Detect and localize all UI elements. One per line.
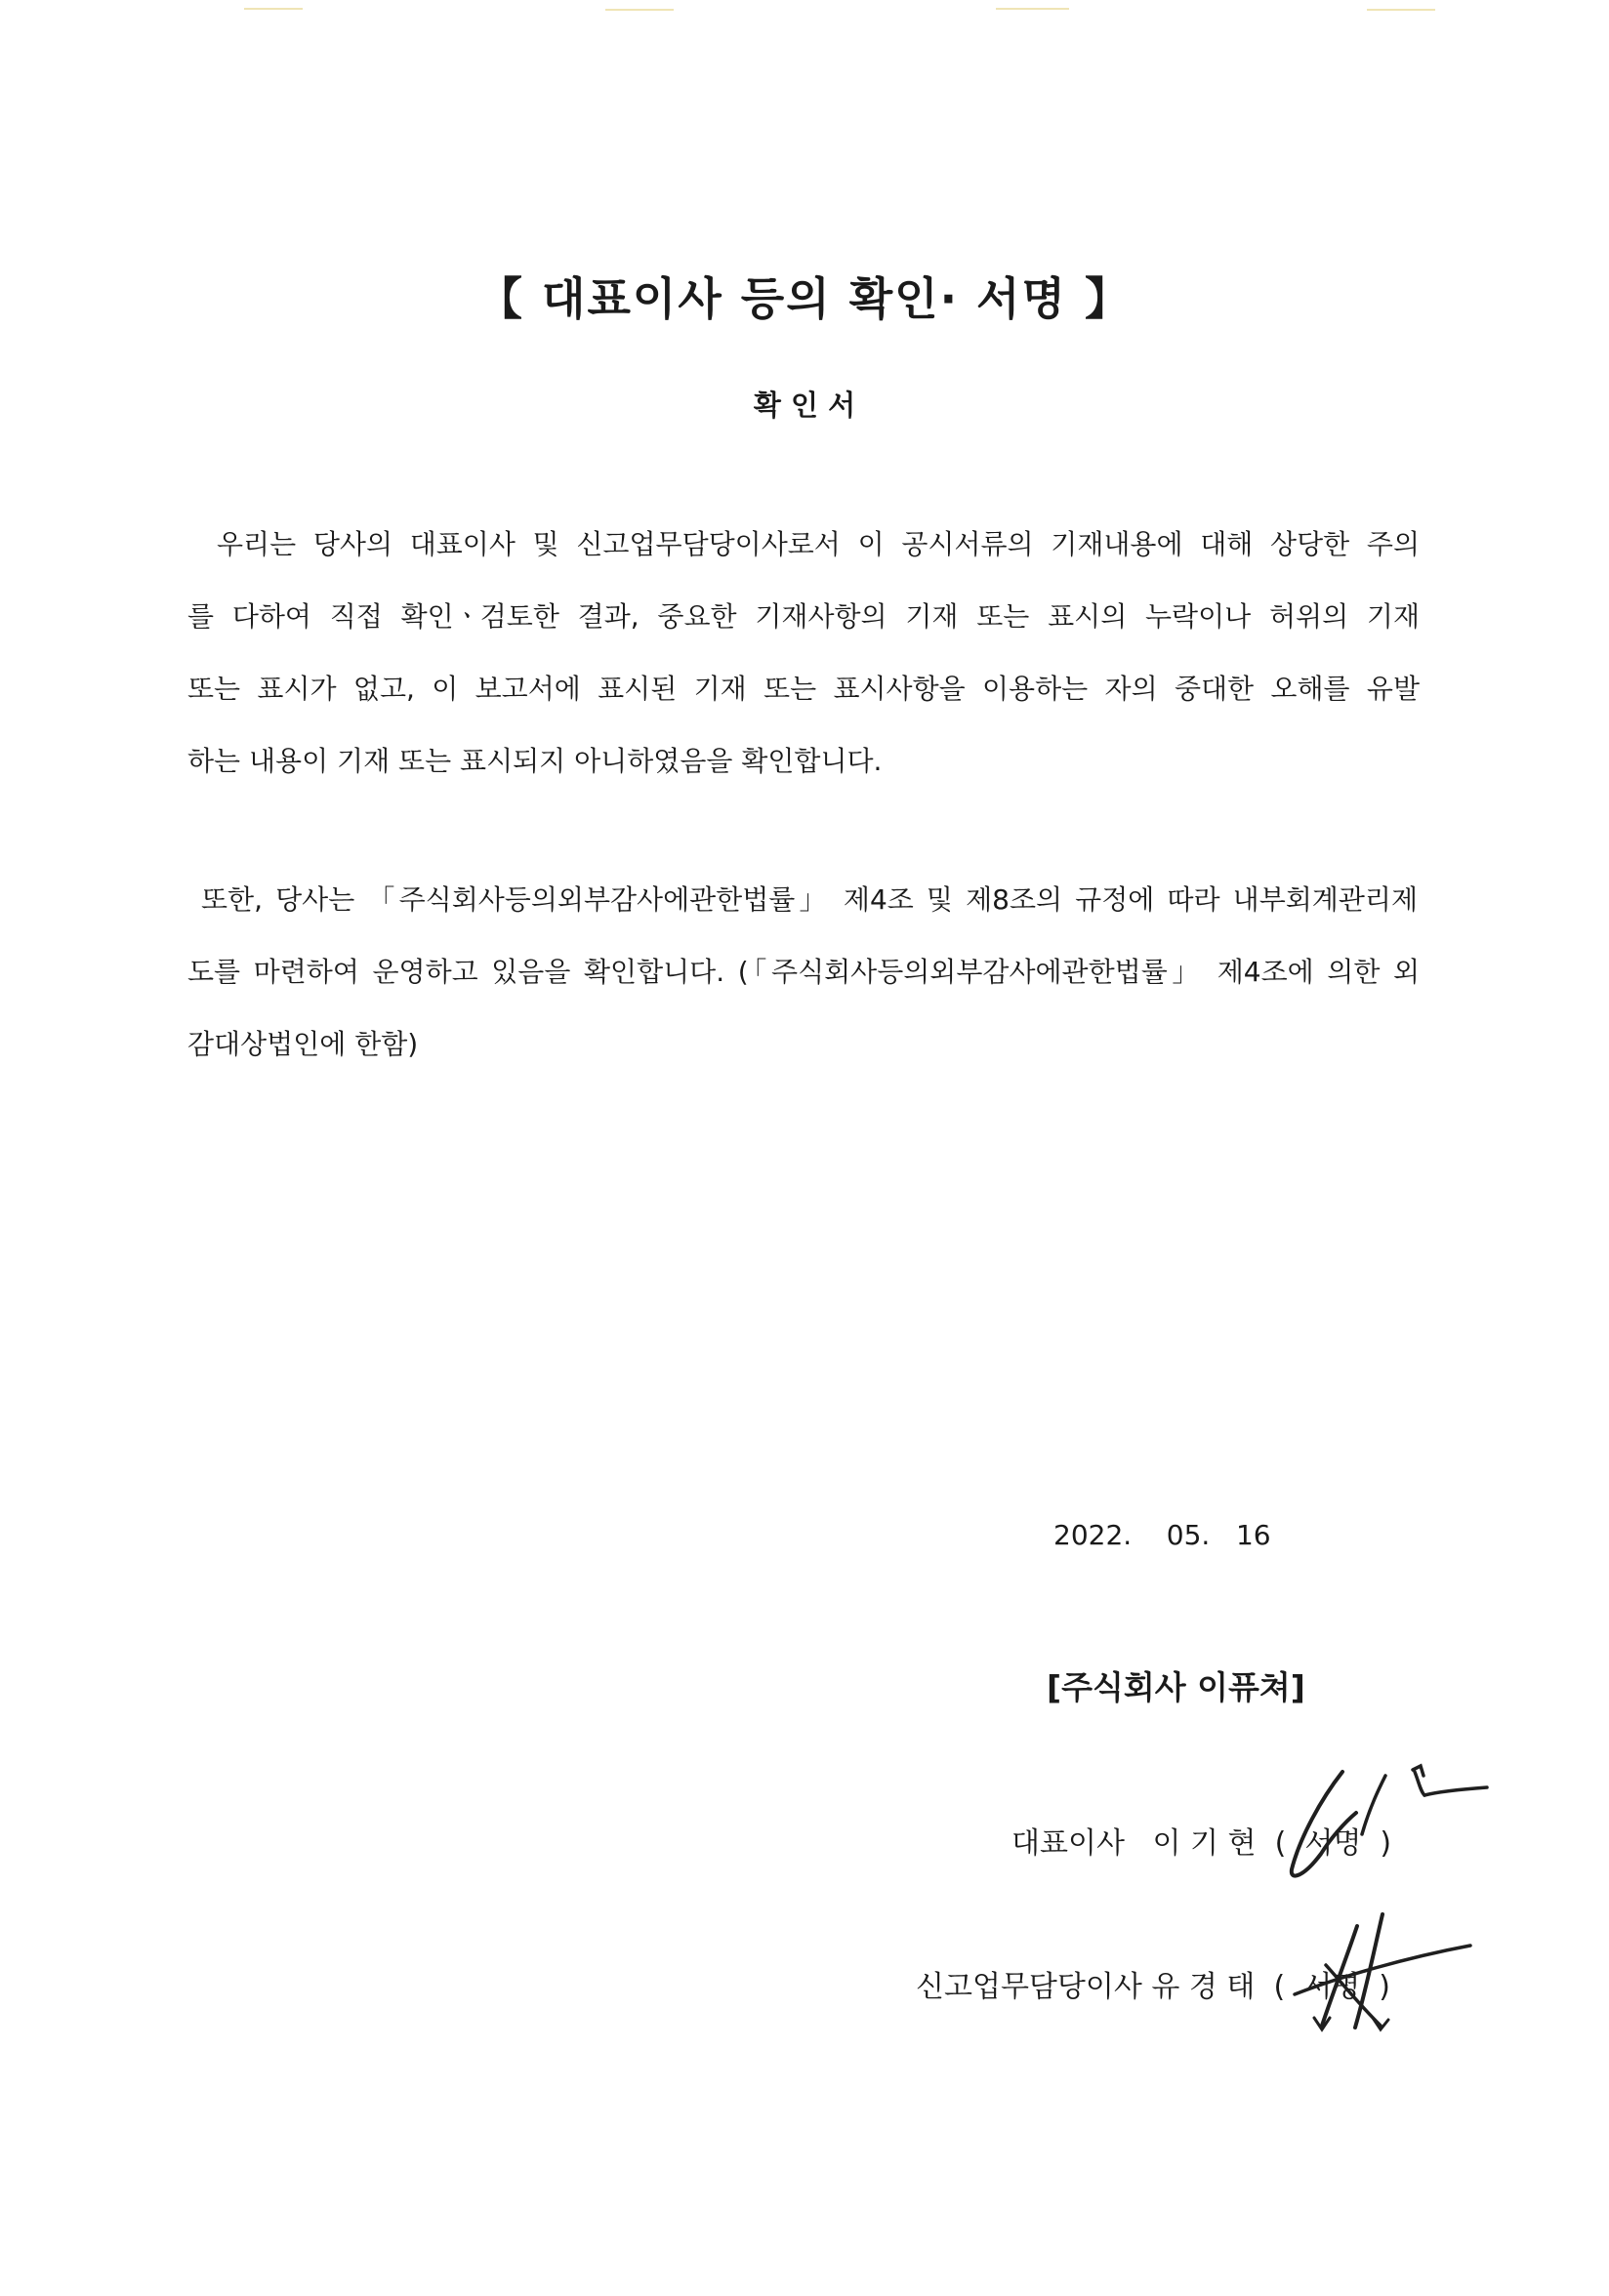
disclosure-officer-signature-line: 신고업무담당이사 유 경 태 ( 서명 ) xyxy=(916,1970,1390,2004)
paragraph-line: 를 다하여 직접 확인ㆍ검토한 결과, 중요한 기재사항의 기재 또는 표시의 누락이나 허위의 기재 xyxy=(187,600,1420,633)
document-title: 【 대표이사 등의 확인· 서명 】 xyxy=(477,272,1132,325)
ceo-signature-mark xyxy=(1274,1752,1494,1889)
paragraph-line: 우리는 당사의 대표이사 및 신고업무담당이사로서 이 공시서류의 기재내용에 대해 상당한 주의 xyxy=(217,528,1420,560)
paragraph-line: 도를 마련하여 운영하고 있음을 확인합니다. (「주식회사등의외부감사에관한법률」 제4조에 의한 외 xyxy=(187,956,1420,988)
paragraph-line: 감대상법인에 한함) xyxy=(187,1028,419,1060)
scan-edge-artifacts xyxy=(0,0,1609,16)
ceo-signature-line: 대표이사 이 기 현 ( 서명 ) xyxy=(1011,1826,1392,1861)
paragraph-line: 또는 표시가 없고, 이 보고서에 표시된 기재 또는 표시사항을 이용하는 자의 중대한 오해를 유발 xyxy=(187,673,1420,705)
document-date: 2022. 05. 16 xyxy=(1053,1519,1271,1551)
disclosure-officer-signature-mark xyxy=(1287,1908,1477,2040)
paragraph-line: 하는 내용이 기재 또는 표시되지 아니하였음을 확인합니다. xyxy=(187,745,883,777)
company-name: [주식회사 이퓨쳐] xyxy=(1047,1668,1305,1706)
paragraph-line: 또한, 당사는 「주식회사등의외부감사에관한법률」 제4조 및 제8조의 규정에 따라 내부회계관리제 xyxy=(201,883,1418,916)
document-subtitle: 확 인 서 xyxy=(753,389,856,422)
